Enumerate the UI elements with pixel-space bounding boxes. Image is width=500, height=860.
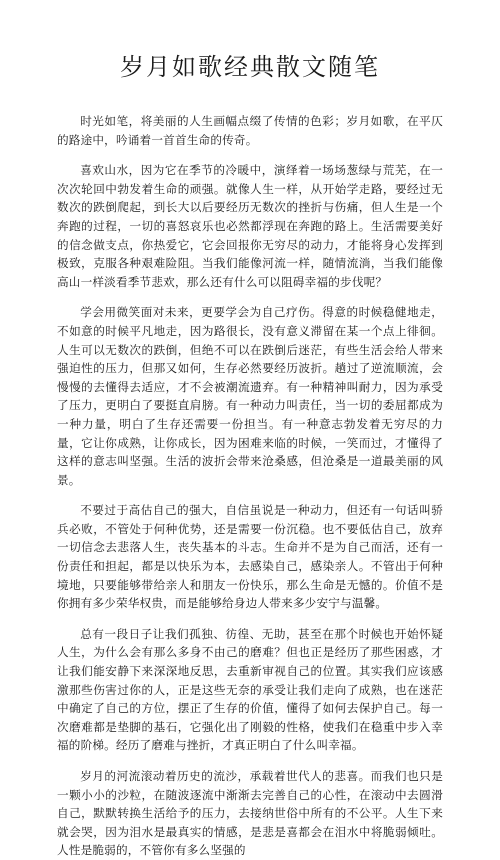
paragraph: 不要过于高估自己的强大，自信虽说是一种动力，但还有一句话叫骄兵必败，不管处于何种优势，还是需要一份沉稳。也不要低估自己，放弃一切信念去悲落人生，丧失基本的斗志。生命并不是为自己而活，还有一份责任和担起，都是以快乐为本，去感染自己，感染亲人。不管出于何种境地，只要能够带给亲人和朋友一份快乐，那么生命是无憾的。价值不是你拥有多少荣华权贵，而是能够给身边人带来多少安宁与温馨。 — [57, 503, 443, 611]
paragraph: 学会用微笑面对未来，更要学会为自己疗伤。得意的时候稳健地走，不如意的时候平凡地走，因为路很长，没有意义滞留在某一个点上徘徊。人生可以无数次的跌倒，但绝不可以在跌倒后迷茫，有些生活会给人带来强迫性的压力，但那又如何，生存必然要经历波折。趟过了逆流顺流，会慢慢的去懂得去适应，才不会被潮流遗弃。有一种精神叫耐力，因为承受了压力，更明白了要挺直肩膀。有一种动力叫责任，当一切的委屈都成为一种力量，明白了生存还需要一份担当。有一种意志勃发着无穷尽的力量，它让你成熟，让你成长，因为困难来临的时候，一笑而过，才懂得了这样的意志叫坚强。生活的波折会带来沧桑感，但沧桑是一道最美丽的风景。 — [57, 305, 443, 487]
paragraph: 总有一段日子让我们孤独、彷徨、无助，甚至在那个时候也开始怀疑人生，为什么会有那么多身不由己的磨难？但也正是经历了那些困惑，才让我们能安静下来深深地反思，去重新审视自己的位置。其实我们应该感激那些伤害过你的人，正是这些无奈的承受让我们走向了成熟，也在迷茫中确定了自己的方位，摆正了生存的价值，懂得了如何去保护自己。每一次磨难都是垫脚的基石，它强化出了刚毅的性格，使我们在稳重中步入幸福的阶梯。经历了磨难与挫折，才真正明白了什么叫幸福。 — [57, 626, 443, 753]
document-title: 岁月如歌经典散文随笔 — [120, 53, 380, 81]
paragraph: 岁月的河流滚动着历史的流沙，承载着世代人的悲喜。而我们也只是一颗小小的沙粒，在随波逐流中渐渐去完善自己的心性，在滚动中去圆滑自己，默默转换生活给予的压力，去接纳世俗中所有的不公平。人生下来就会哭，因为泪水是最真实的情感，是悲是喜都会在泪水中将脆弱倾吐。人性是脆弱的，不管你有多么坚强的 — [57, 769, 443, 858]
paragraph: 时光如笔，将美丽的人生画幅点缀了传情的色彩；岁月如歌，在平仄的路途中，吟诵着一首首生命的传奇。 — [57, 114, 443, 147]
paragraph: 喜欢山水，因为它在季节的冷暖中，演绎着一场场葱绿与荒芜，在一次次轮回中勃发着生命的顽强。就像人生一样，从开始学走路，要经过无数次的跌倒爬起，到长大以后要经历无数次的挫折与伤痛，但人生是一个奔跑的过程，一切的喜怒哀乐也必然都浮现在奔跑的路上。生活需要美好的信念做支点，你热爱它，它会回报你无穷尽的动力，才能将身心发挥到极致，克服各种艰难险阻。当我们能像河流一样，随情流淌，当我们能像高山一样淡看季节悲欢，那么还有什么可以阻碍幸福的步伐呢？ — [57, 163, 443, 289]
